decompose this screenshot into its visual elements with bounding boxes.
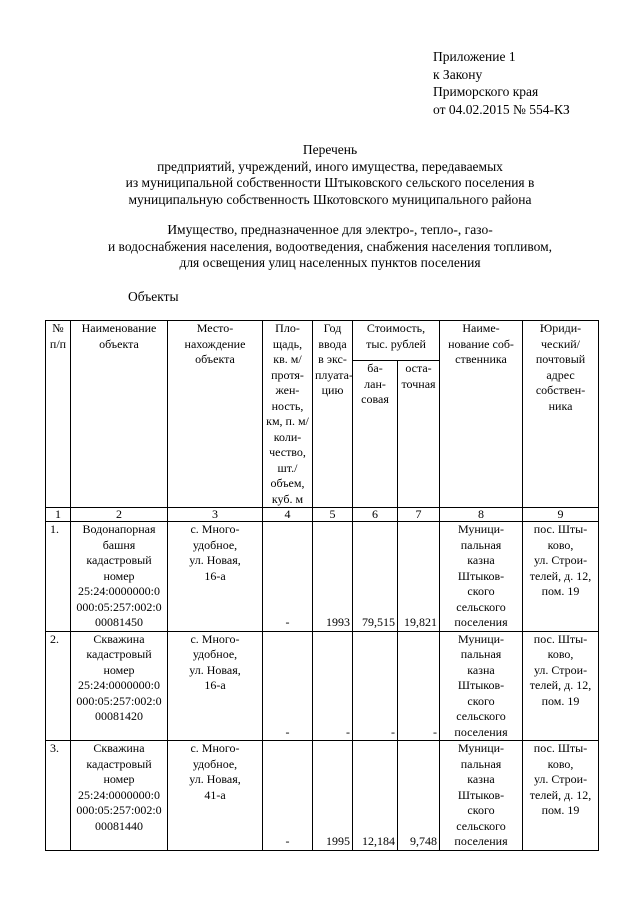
text-line: ул. Строи- <box>533 662 588 677</box>
title-line: из муниципальной собственности Штыковского сельского поселения в <box>125 175 535 190</box>
text-line: кв. м/ <box>273 352 302 366</box>
text-line: телей, д. 12, <box>529 678 592 692</box>
text-line: чество, <box>269 445 306 459</box>
text-line: плуата- <box>315 367 353 382</box>
index-row <box>46 508 599 522</box>
header-year <box>313 321 353 508</box>
text-line: кадастровый <box>86 647 152 661</box>
text-line: номер <box>103 772 135 786</box>
cell-owner <box>440 631 523 741</box>
text-line: сельского <box>456 818 506 833</box>
text-line: пальная <box>460 537 502 552</box>
text-line: Пло- <box>275 321 300 335</box>
cell-name <box>71 741 168 851</box>
text-line: пос. Шты- <box>533 631 588 646</box>
text-line: казна <box>467 553 495 567</box>
text-line: номер <box>103 662 135 677</box>
text-line: коли- <box>273 429 302 444</box>
text-line: Скважина <box>93 741 145 755</box>
cell-residual: - <box>398 631 440 741</box>
cell-area: - <box>263 741 313 851</box>
cell-balance: 79,515 <box>353 522 398 632</box>
cell-location <box>168 522 263 632</box>
index-cell: 2 <box>71 508 168 522</box>
index-cell: 8 <box>440 508 523 522</box>
annex-line: Приморского края <box>433 84 539 99</box>
text-line: ского <box>467 803 495 817</box>
text-line: собствен- <box>535 383 586 397</box>
header-cost <box>353 321 440 361</box>
text-line: нахождение <box>184 336 246 351</box>
cell-num: 2. <box>46 631 71 741</box>
text-line: башня <box>102 537 136 552</box>
annex-line: от 04.02.2015 № 554-КЗ <box>433 101 570 117</box>
text-line: Водонапорная <box>82 522 156 536</box>
text-line: 000:05:257:002:0 <box>76 803 162 817</box>
cell-address <box>523 522 599 632</box>
text-line: совая <box>361 392 389 407</box>
text-line: щадь, <box>272 336 303 351</box>
text-line: Муници- <box>457 522 505 536</box>
text-line: Место- <box>196 321 234 335</box>
text-line: Скважина <box>93 631 145 646</box>
text-line: 00081420 <box>95 709 143 723</box>
text-line: цию <box>321 383 344 397</box>
text-line: ул. Новая, <box>189 553 241 567</box>
cell-year: - <box>313 631 353 741</box>
table-row <box>46 522 599 632</box>
index-cell: 7 <box>398 508 440 522</box>
cell-area: - <box>263 631 313 741</box>
text-line: с. Много- <box>190 631 240 646</box>
section-label: Объекты <box>128 289 179 304</box>
text-line: 16-а <box>204 568 226 583</box>
text-line: поселения <box>454 615 508 629</box>
text-line: сельского <box>456 599 506 614</box>
objects-table <box>45 320 599 851</box>
text-line: ского <box>467 693 495 708</box>
text-line: поселения <box>454 724 508 739</box>
header-location <box>168 321 263 508</box>
text-line: 25:24:0000000:0 <box>77 787 160 802</box>
index-cell: 3 <box>168 508 263 522</box>
text-line: Год <box>323 321 342 335</box>
text-line: номер <box>103 568 135 583</box>
title-line: предприятий, учреждений, иного имущества, передаваемых <box>157 158 503 174</box>
cell-address <box>523 631 599 741</box>
index-cell: 5 <box>313 508 353 522</box>
text-line: 25:24:0000000:0 <box>77 584 160 598</box>
cell-address <box>523 741 599 851</box>
text-line: ственника <box>455 352 507 366</box>
text-line: лан- <box>364 376 386 391</box>
text-line: ково, <box>547 647 574 661</box>
cell-location <box>168 631 263 741</box>
text-line: 000:05:257:002:0 <box>76 693 162 708</box>
text-line: удобное, <box>192 756 238 771</box>
text-line: нование соб- <box>448 336 514 351</box>
text-line: казна <box>467 662 495 677</box>
header-owner <box>440 321 523 508</box>
text-line: объем, <box>270 476 305 490</box>
text-line: удобное, <box>192 647 238 661</box>
text-line: протя- <box>271 367 304 382</box>
text-line: ково, <box>547 756 574 771</box>
text-line: Муници- <box>457 631 505 646</box>
text-line: адрес <box>546 367 575 382</box>
text-line: Штыков- <box>457 568 505 583</box>
text-line: с. Много- <box>190 741 240 755</box>
text-line: ул. Новая, <box>189 772 241 786</box>
text-line: 16-а <box>204 678 226 692</box>
purpose-line: и водоснабжения населения, водоотведения, снабжения населения топливом, <box>107 238 553 254</box>
text-line: куб. м <box>271 491 304 506</box>
text-line: пос. Шты- <box>533 741 588 755</box>
cell-num: 1. <box>46 522 71 632</box>
text-line: шт./ <box>277 460 298 475</box>
text-line: ского <box>467 584 495 598</box>
text-line: 000:05:257:002:0 <box>76 599 162 614</box>
annex-line: Приложение 1 <box>433 49 516 64</box>
cell-owner <box>440 522 523 632</box>
text-line: объекта <box>195 352 235 366</box>
annex-block <box>433 48 570 118</box>
cell-residual: 9,748 <box>398 741 440 851</box>
text-line: 25:24:0000000:0 <box>77 678 160 692</box>
text-line: кадастровый <box>86 756 152 771</box>
text-line: тыс. рублей <box>366 336 426 351</box>
text-line: пом. 19 <box>541 584 580 598</box>
cell-balance: - <box>353 631 398 741</box>
text-line: с. Много- <box>190 522 240 536</box>
index-cell: 6 <box>353 508 398 522</box>
text-line: ул. Строи- <box>533 553 588 567</box>
text-line: в экс- <box>318 352 347 366</box>
text-line: жен- <box>275 383 300 397</box>
text-line: км, п. м/ <box>266 414 309 428</box>
cell-num: 3. <box>46 741 71 851</box>
text-line: ность, <box>271 398 304 413</box>
text-line: Штыков- <box>457 787 505 802</box>
text-line: пальная <box>460 756 502 771</box>
purpose-heading <box>60 222 600 272</box>
cell-residual: 19,821 <box>398 522 440 632</box>
text-line: № <box>52 321 64 335</box>
cell-location <box>168 741 263 851</box>
header-cost-balance <box>353 361 398 508</box>
text-line: почтовый <box>535 352 586 366</box>
text-line: пос. Шты- <box>533 522 588 536</box>
text-line: пом. 19 <box>541 803 580 817</box>
text-line: телей, д. 12, <box>529 568 592 583</box>
text-line: ввода <box>318 336 347 351</box>
purpose-line: Имущество, предназначенное для электро-, тепло-, газо- <box>167 222 493 237</box>
text-line: удобное, <box>192 537 238 552</box>
index-cell: 1 <box>46 508 71 522</box>
cell-owner <box>440 741 523 851</box>
header-num <box>46 321 71 508</box>
text-line: 00081450 <box>95 615 143 629</box>
text-line: Штыков- <box>457 678 505 692</box>
text-line: точная <box>401 376 436 391</box>
text-line: 41-а <box>204 787 226 802</box>
text-line: поселения <box>454 834 508 848</box>
text-line: Муници- <box>457 741 505 755</box>
text-line: Юриди- <box>539 321 582 335</box>
text-line: ческий/ <box>541 336 581 351</box>
text-line: казна <box>467 772 495 786</box>
title-line: муниципальную собственность Шкотовского муниципального района <box>128 191 532 207</box>
document-title <box>60 142 600 208</box>
title-line: Перечень <box>302 142 358 157</box>
text-line: ково, <box>547 537 574 552</box>
text-line: ника <box>548 398 573 413</box>
text-line: Наиме- <box>462 321 500 335</box>
text-line: пальная <box>460 647 502 661</box>
index-cell: 4 <box>263 508 313 522</box>
text-line: пом. 19 <box>541 693 580 708</box>
annex-line: к Закону <box>433 66 483 82</box>
index-cell: 9 <box>523 508 599 522</box>
text-line: объекта <box>99 336 139 351</box>
text-line: 00081440 <box>95 818 143 833</box>
text-line: оста- <box>405 361 432 376</box>
text-line: Наименование <box>81 321 157 335</box>
cell-year: 1993 <box>313 522 353 632</box>
text-line: ба- <box>367 361 383 376</box>
cell-area: - <box>263 522 313 632</box>
text-line: кадастровый <box>86 553 152 567</box>
text-line: сельского <box>456 709 506 723</box>
cell-balance: 12,184 <box>353 741 398 851</box>
header-cost-residual <box>398 361 440 508</box>
cell-name <box>71 631 168 741</box>
text-line: телей, д. 12, <box>529 787 592 802</box>
text-line: ул. Новая, <box>189 662 241 677</box>
table-row <box>46 631 599 741</box>
header-name <box>71 321 168 508</box>
text-line: ул. Строи- <box>533 772 588 786</box>
text-line: Стоимость, <box>366 321 426 335</box>
table-row <box>46 741 599 851</box>
text-line: п/п <box>49 336 67 351</box>
header-area <box>263 321 313 508</box>
header-address <box>523 321 599 508</box>
cell-year: 1995 <box>313 741 353 851</box>
purpose-line: для освещения улиц населенных пунктов поселения <box>179 255 481 270</box>
cell-name <box>71 522 168 632</box>
